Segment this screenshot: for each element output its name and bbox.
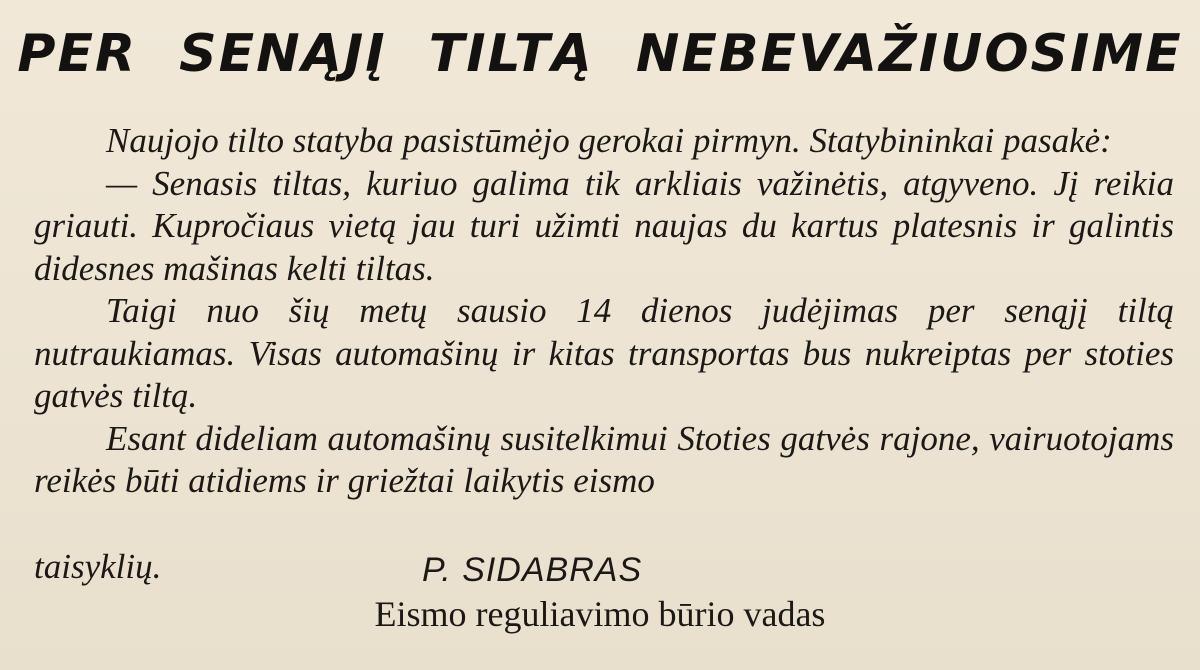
article-body xyxy=(34,120,1174,503)
author-signature: P. SIDABRAS xyxy=(422,551,643,589)
closing-word: taisyklių. xyxy=(34,547,162,586)
paragraph-quote: — Senasis tiltas, kuriuo galima tik arkliais važinėtis, atgyveno. Jį reikia griauti. Kupročiaus vietą jau turi užimti naujas du kartus platesnis ir galintis didesnes mašinas kelti tiltas. xyxy=(34,163,1174,288)
article-headline: PER SENĄJĮ TILTĄ NEBEVAŽIUOSIME xyxy=(17,24,1183,84)
paragraph-intro: Naujojo tilto statyba pasistūmėjo gerokai pirmyn. Statybininkai pasakė: xyxy=(106,121,1112,160)
author-position: Eismo reguliavimo būrio vadas xyxy=(374,594,826,634)
paragraph-driver-advice: Esant dideliam automašinų susitelkimui Stoties gatvės rajone, vairuotojams reikės būti atidiems ir griežtai laikytis eismo xyxy=(34,418,1174,500)
paragraph-closure-notice: Taigi nuo šių metų sausio 14 dienos judėjimas per senąjį tiltą nutraukiamas. Visas automašinų ir kitas transportas bus nukreiptas per stoties gatvės tiltą. xyxy=(34,291,1174,415)
